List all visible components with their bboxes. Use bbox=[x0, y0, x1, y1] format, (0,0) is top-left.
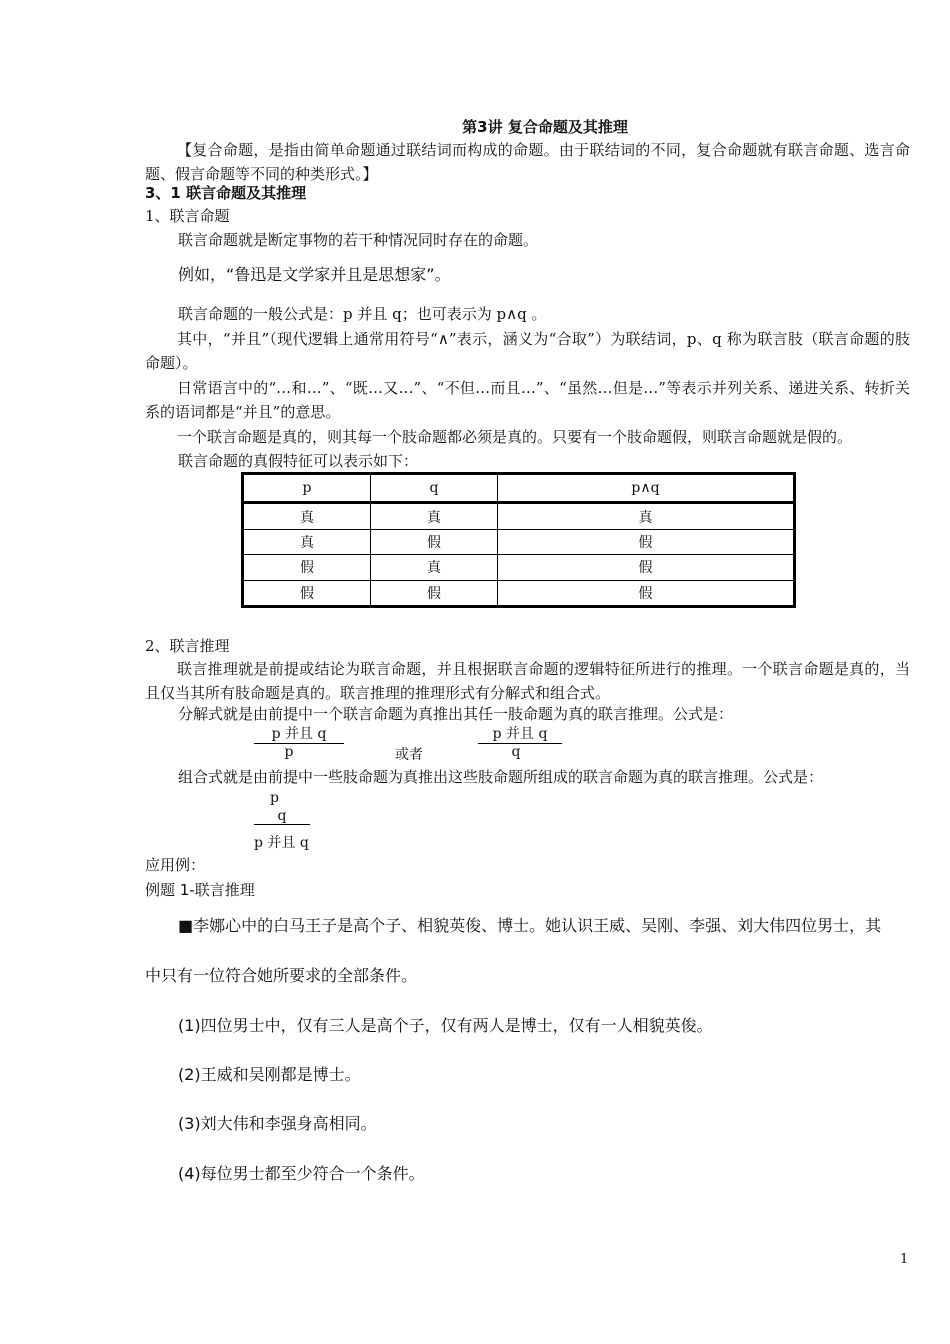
page-title: 第3讲 复合命题及其推理 bbox=[462, 118, 628, 136]
formula-conclusion: p bbox=[284, 744, 294, 760]
condition-item: (3)刘大伟和李强身高相同。 bbox=[178, 1114, 377, 1133]
table-cell: 假 bbox=[371, 580, 498, 606]
example-title: 例题 1-联言推理 bbox=[145, 881, 255, 899]
table-cell: 假 bbox=[498, 580, 795, 606]
subsection-heading: 2、联言推理 bbox=[145, 637, 230, 655]
condition-item: (2)王威和吴刚都是博士。 bbox=[178, 1065, 361, 1084]
formula-conclusion: q bbox=[511, 744, 521, 760]
table-header-row bbox=[243, 474, 795, 503]
page-number: 1 bbox=[900, 1252, 909, 1267]
formula-conclusion: p 并且 q bbox=[254, 835, 309, 851]
table-cell: 假 bbox=[498, 529, 795, 554]
formula-premise: p 并且 q bbox=[254, 723, 344, 744]
condition-item: (4)每位男士都至少符合一个条件。 bbox=[178, 1164, 425, 1183]
explanation-paragraph: 一个联言命题是真的，则其每一个肢命题都必须是真的。只要有一个肢命题假，则联言命题就是假的。 bbox=[177, 428, 853, 446]
decomposition-text: 分解式就是由前提中一个联言命题为真推出其任一肢命题为真的联言推理。公式是： bbox=[178, 705, 734, 723]
table-cell: 真 bbox=[371, 555, 498, 580]
definition-text: 联言命题就是断定事物的若干种情况同时存在的命题。 bbox=[178, 231, 539, 249]
definition-paragraph: 联言推理就是前提或结论为联言命题，并且根据联言命题的逻辑特征所进行的推理。一个联言命题是真的，当且仅当其所有肢命题是真的。联言推理的推理形式有分解式和组合式。 bbox=[145, 660, 910, 702]
intro-paragraph: 【复合命题，是指由简单命题通过联结词而构成的命题。由于联结词的不同，复合命题就有联言命题、选言命题、假言命题等不同的种类形式。】 bbox=[145, 141, 910, 183]
formula-text: 联言命题的一般公式是：p 并且 q；也可表示为 p∧q 。 bbox=[178, 305, 547, 323]
table-row bbox=[243, 555, 795, 580]
formula-premise: p 并且 q bbox=[478, 723, 562, 744]
explanation-text: 联言命题的真假特征可以表示如下： bbox=[178, 452, 419, 470]
section-heading: 3、1 联言命题及其推理 bbox=[145, 184, 307, 202]
problem-text: 中只有一位符合她所要求的全部条件。 bbox=[145, 966, 418, 985]
formula-premise: q bbox=[254, 809, 310, 825]
example-text: 例如，“鲁迅是文学家并且是思想家”。 bbox=[178, 265, 451, 284]
table-row bbox=[243, 580, 795, 606]
table-cell: 真 bbox=[243, 503, 371, 529]
table-cell: 假 bbox=[243, 580, 371, 606]
explanation-paragraph: 其中，“并且”（现代逻辑上通常用符号“∧”表示，涵义为“合取”）为联结词，p、q 称为联言肢（联言命题的肢命题）。 bbox=[145, 330, 910, 372]
table-header-cell: q bbox=[371, 474, 498, 503]
table-cell: 假 bbox=[243, 555, 371, 580]
formula-premise: p bbox=[270, 790, 279, 806]
application-label: 应用例： bbox=[145, 856, 206, 874]
truth-table bbox=[241, 472, 796, 608]
table-cell: 真 bbox=[243, 529, 371, 554]
table-row bbox=[243, 503, 795, 529]
table-cell: 真 bbox=[371, 503, 498, 529]
subsection-heading: 1、联言命题 bbox=[145, 207, 230, 225]
explanation-paragraph: 日常语言中的“…和…”、“既…又…”、“不但…而且…”、“虽然…但是…”等表示并列关系、递进关系、转折关系的语词都是“并且”的意思。 bbox=[145, 379, 910, 421]
problem-text: ■李娜心中的白马王子是高个子、相貌英俊、博士。她认识王威、吴刚、李强、刘大伟四位男士，其 bbox=[178, 916, 882, 935]
combination-text: 组合式就是由前提中一些肢命题为真推出这些肢命题所组成的联言命题为真的联言推理。公式是： bbox=[178, 768, 824, 786]
condition-item: (1)四位男士中，仅有三人是高个子，仅有两人是博士，仅有一人相貌英俊。 bbox=[178, 1016, 713, 1035]
table-cell: 假 bbox=[371, 529, 498, 554]
table-header-cell: p∧q bbox=[498, 474, 795, 503]
table-cell: 假 bbox=[498, 555, 795, 580]
table-row bbox=[243, 529, 795, 554]
table-header-cell: p bbox=[243, 474, 371, 503]
table-cell: 真 bbox=[498, 503, 795, 529]
formula-or: 或者 bbox=[395, 747, 423, 763]
